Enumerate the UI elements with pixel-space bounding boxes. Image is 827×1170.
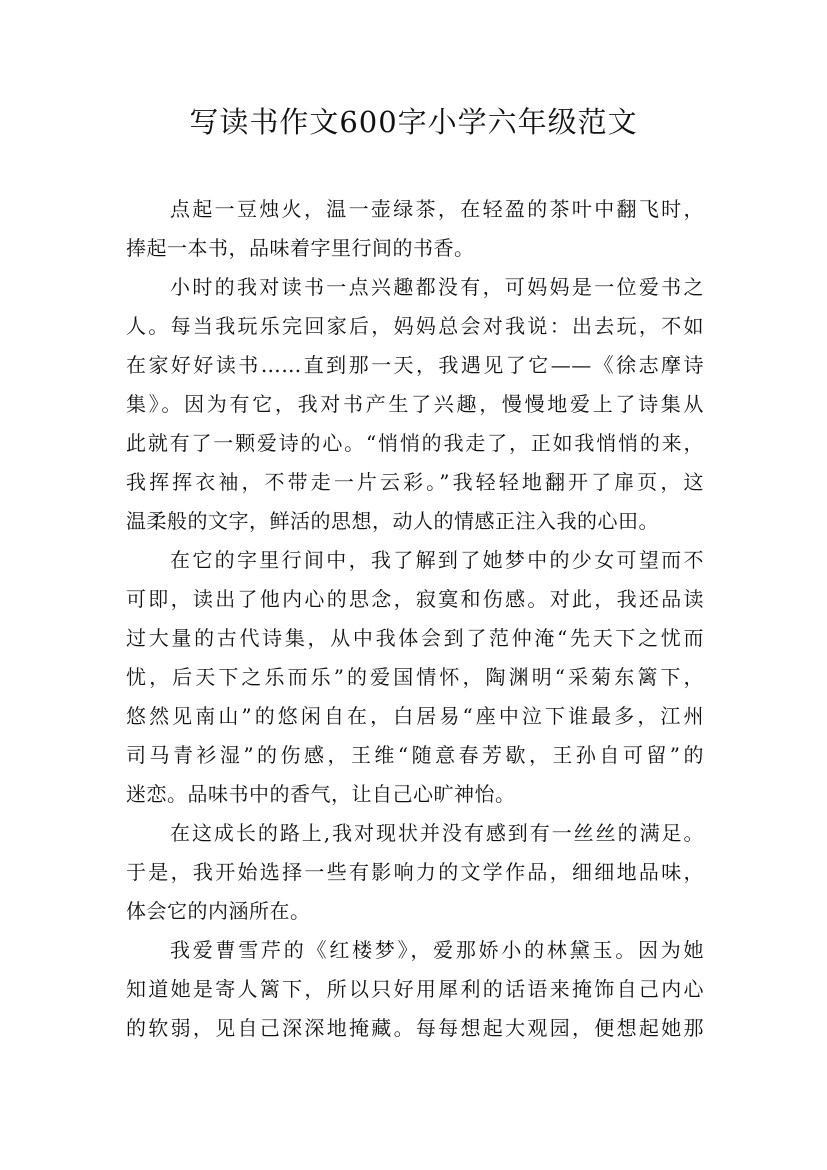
body-text-line: 此就有了一颗爱诗的心。“悄悄的我走了，正如我悄悄的来， bbox=[126, 431, 704, 455]
body-text-line: 忧，后天下之乐而乐”的爱国情怀，陶渊明“采菊东篱下， bbox=[126, 665, 704, 689]
body-text-line: 迷恋。品味书中的香气，让自己心旷神怡。 bbox=[126, 782, 516, 806]
body-text-line: 司马青衫湿”的伤感，王维“随意春芳歇，王孙自可留”的 bbox=[126, 743, 704, 767]
body-text-line: 捧起一本书，品味着字里行间的书香。 bbox=[126, 236, 475, 260]
body-text-line: 过大量的古代诗集，从中我体会到了范仲淹“先天下之忧而 bbox=[126, 626, 704, 650]
body-text-line: 的软弱，见自己深深地掩藏。每每想起大观园，便想起她那 bbox=[126, 1016, 704, 1040]
body-text-line: 点起一豆烛火，温一壶绿茶，在轻盈的茶叶中翻飞时， bbox=[170, 197, 704, 221]
body-text-line: 我爱曹雪芹的《红楼梦》，爱那娇小的林黛玉。因为她 bbox=[170, 938, 704, 962]
document-body bbox=[126, 190, 704, 1048]
body-text-line: 在这成长的路上,我对现状并没有感到有一丝丝的满足。 bbox=[170, 821, 704, 845]
body-text-line: 人。每当我玩乐完回家后，妈妈总会对我说：出去玩，不如 bbox=[126, 314, 704, 338]
body-text-line: 知道她是寄人篱下，所以只好用犀利的话语来掩饰自己内心 bbox=[126, 977, 704, 1001]
body-text-line: 我挥挥衣袖，不带走一片云彩。”我轻轻地翻开了扉页，这 bbox=[126, 470, 704, 494]
document-title: 写读书作文600字小学六年级范文 bbox=[189, 105, 638, 139]
body-text-line: 悠然见南山”的悠闲自在，白居易“座中泣下谁最多，江州 bbox=[126, 704, 704, 728]
body-text-line: 集》。因为有它，我对书产生了兴趣，慢慢地爱上了诗集从 bbox=[126, 392, 704, 416]
body-text-line: 在家好好读书……直到那一天，我遇见了它——《徐志摩诗 bbox=[126, 353, 704, 377]
body-text-line: 小时的我对读书一点兴趣都没有，可妈妈是一位爱书之 bbox=[170, 275, 704, 299]
body-text-line: 体会它的内涵所在。 bbox=[126, 899, 311, 923]
body-text-line: 温柔般的文字，鲜活的思想，动人的情感正注入我的心田。 bbox=[126, 509, 659, 533]
body-text-line: 在它的字里行间中，我了解到了她梦中的少女可望而不 bbox=[170, 548, 704, 572]
body-text-line: 可即，读出了他内心的思念，寂寞和伤感。对此，我还品读 bbox=[126, 587, 704, 611]
body-text-line: 于是，我开始选择一些有影响力的文学作品，细细地品味， bbox=[126, 860, 704, 884]
